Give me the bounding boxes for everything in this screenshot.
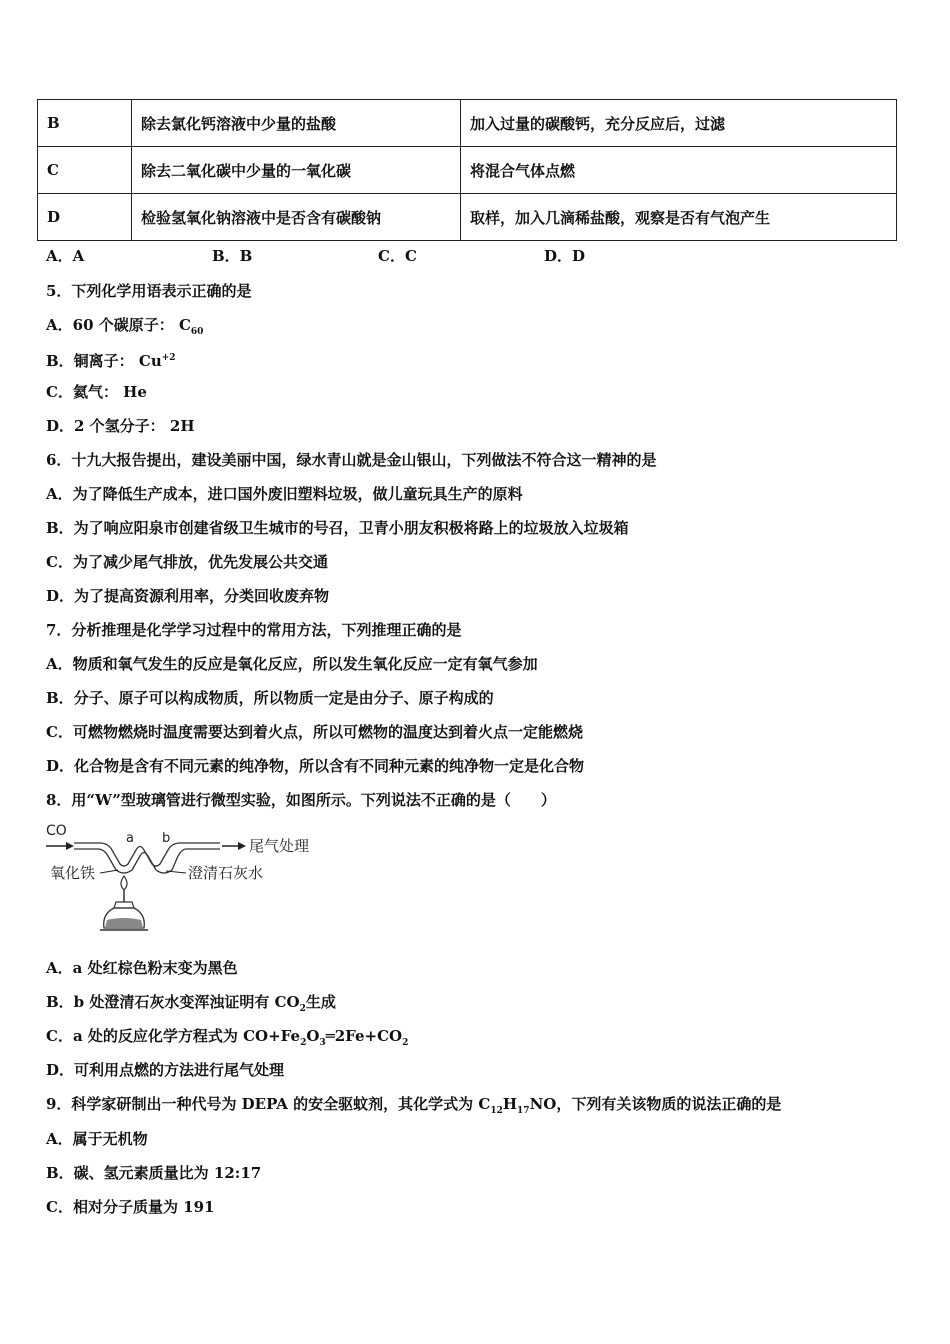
lamp-cap-icon bbox=[114, 902, 134, 908]
row-id: C bbox=[38, 147, 132, 194]
alcohol-fill-icon bbox=[105, 918, 143, 928]
flame-icon bbox=[121, 876, 127, 890]
q6-option-a: A．为了降低生产成本，进口国外废旧塑料垃圾，做儿童玩具生产的原料 bbox=[46, 485, 523, 503]
row-id: B bbox=[38, 100, 132, 147]
q8-option-c: C．a 处的反应化学方程式为 $CO+Fe_2O_3═2Fe+CO_2$ bbox=[46, 1027, 409, 1048]
q8-option-b: B．b 处澄清石灰水变浑浊证明有 $CO_2$生成 bbox=[46, 993, 336, 1014]
q5-option-c: C．氦气： He bbox=[46, 383, 147, 401]
q8-option-a: A．a 处红棕色粉末变为黑色 bbox=[46, 959, 238, 977]
q4-choices bbox=[46, 246, 710, 266]
choice-c: C．C bbox=[378, 247, 417, 265]
q8-option-d: D．可利用点燃的方法进行尾气处理 bbox=[46, 1061, 285, 1079]
row-purpose: 除去二氧化碳中少量的一氧化碳 bbox=[132, 147, 461, 194]
row-purpose: 除去氯化钙溶液中少量的盐酸 bbox=[132, 100, 461, 147]
choice-a: A．A bbox=[46, 247, 85, 265]
exhaust-label: 尾气处理 bbox=[249, 837, 310, 855]
row-method: 加入过量的碳酸钙，充分反应后，过滤 bbox=[461, 100, 897, 147]
q5-option-a: A．60 个碳原子： $C_{60}$ bbox=[46, 316, 204, 337]
choice-b: B．B bbox=[212, 247, 253, 265]
row-method: 将混合气体点燃 bbox=[461, 147, 897, 194]
leader-line bbox=[100, 870, 118, 873]
row-id: D bbox=[38, 194, 132, 241]
q5-option-d: D．2 个氢分子： 2H bbox=[46, 417, 195, 435]
q7-option-a: A．物质和氧气发生的反应是氧化反应，所以发生氧化反应一定有氧气参加 bbox=[46, 655, 538, 673]
q7-option-c: C．可燃物燃烧时温度需要达到着火点，所以可燃物的温度达到着火点一定能燃烧 bbox=[46, 723, 583, 741]
q7-option-b: B．分子、原子可以构成物质，所以物质一定是由分子、原子构成的 bbox=[46, 689, 494, 707]
table-row bbox=[38, 147, 897, 194]
arrow-head-icon bbox=[66, 842, 74, 850]
q5-stem: 5．下列化学用语表示正确的是 bbox=[46, 282, 252, 300]
limewater-label: 澄清石灰水 bbox=[188, 864, 264, 882]
experiment-table bbox=[37, 99, 897, 241]
q9-option-b: B．碳、氢元素质量比为 12:17 bbox=[46, 1164, 262, 1182]
label-b: b bbox=[162, 831, 171, 846]
label-a: a bbox=[126, 831, 134, 846]
q6-option-b: B．为了响应阳泉市创建省级卫生城市的号召，卫青小朋友积极将路上的垃圾放入垃圾箱 bbox=[46, 519, 629, 537]
choice-d: D．D bbox=[544, 247, 586, 265]
table-row bbox=[38, 100, 897, 147]
co-label: CO bbox=[46, 823, 67, 839]
row-method: 取样，加入几滴稀盐酸，观察是否有气泡产生 bbox=[461, 194, 897, 241]
q6-option-c: C．为了减少尾气排放，优先发展公共交通 bbox=[46, 553, 328, 571]
q9-option-a: A．属于无机物 bbox=[46, 1130, 148, 1148]
row-purpose: 检验氢氧化钠溶液中是否含有碳酸钠 bbox=[132, 194, 461, 241]
q7-stem: 7．分析推理是化学学习过程中的常用方法，下列推理正确的是 bbox=[46, 621, 462, 639]
q5-option-b: B．铜离子： $Cu^{+2}$ bbox=[46, 352, 176, 370]
w-tube-figure bbox=[44, 818, 334, 948]
arrow-head-icon bbox=[238, 842, 246, 850]
q6-option-d: D．为了提高资源利用率，分类回收废弃物 bbox=[46, 587, 330, 605]
q9-stem: 9．科学家研制出一种代号为 DEPA 的安全驱蚊剂，其化学式为 $C_{12}H_{17}NO$，下列有关该物质的说法正确的是 bbox=[46, 1095, 782, 1116]
q9-option-c: C．相对分子质量为 191 bbox=[46, 1198, 215, 1216]
q8-stem: 8．用“W”型玻璃管进行微型实验，如图所示。下列说法不正确的是（ ） bbox=[46, 791, 556, 809]
q7-option-d: D．化合物是含有不同元素的纯净物，所以含有不同种元素的纯净物一定是化合物 bbox=[46, 757, 585, 775]
q6-stem: 6．十九大报告提出，建设美丽中国，绿水青山就是金山银山，下列做法不符合这一精神的是 bbox=[46, 451, 657, 469]
table-row bbox=[38, 194, 897, 241]
iron-oxide-label: 氧化铁 bbox=[50, 864, 96, 882]
